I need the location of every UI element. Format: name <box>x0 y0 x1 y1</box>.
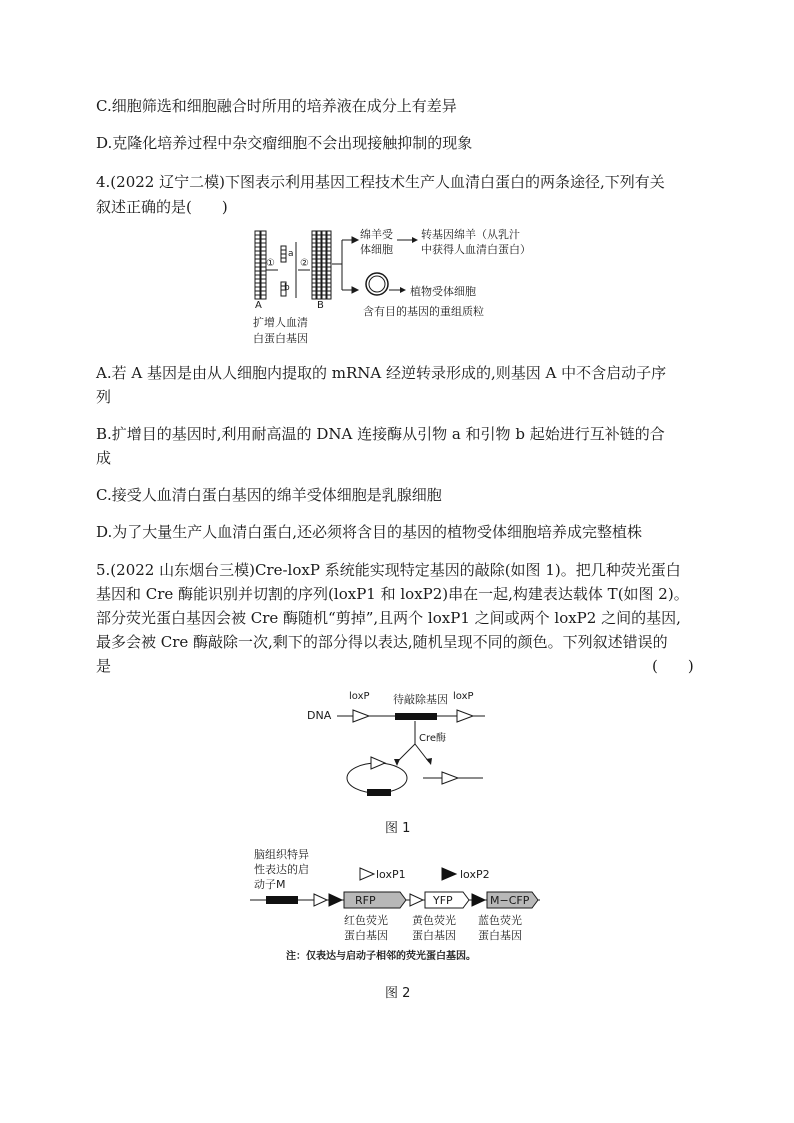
loxp-left-icon <box>353 710 369 722</box>
rfp-desc-line1: 红色荧光 <box>344 914 388 927</box>
q5-figure2-caption: 图 2 <box>385 986 411 1001</box>
q5-answer-paren: ( ) <box>652 657 694 675</box>
cre-enzyme-label: Cre酶 <box>419 733 447 744</box>
promoter-line1: 脑组织特异 <box>254 848 309 861</box>
rfp-label: RFP <box>355 894 376 907</box>
plant-cell-label: 植物受体细胞 <box>410 285 476 298</box>
loxp1-legend-icon <box>360 868 374 880</box>
loxp-right-label: loxP <box>453 691 474 702</box>
q5-figure1 <box>305 686 495 804</box>
q3-option-d: D.克隆化培养过程中杂交瘤细胞不会出现接触抑制的现象 <box>96 134 473 152</box>
q4-option-a-line1: A.若 A 基因是由从人细胞内提取的 mRNA 经逆转录形成的,则基因 A 中不含启动子序 <box>96 364 667 382</box>
cfp-desc-line1: 蓝色荧光 <box>478 914 522 927</box>
gene-a-strands <box>255 231 266 299</box>
excised-ring <box>347 763 407 793</box>
q5-stem-line1: 5.(2022 山东烟台三模)Cre-loxP 系统能实现特定基因的敲除(如图 1)。把几种荧光蛋白 <box>96 561 681 579</box>
loxp-left-label: loxP <box>349 691 370 702</box>
q5-stem-line2: 基因和 Cre 酶能识别并切割的序列(loxP1 和 loxP2)串在一起,构建表达载体 T(如图 2)。 <box>96 585 689 603</box>
figure2-note: 注：仅表达与启动子相邻的荧光蛋白基因。 <box>286 951 476 962</box>
transgenic-sheep-line2: 中获得人血清白蛋白） <box>421 243 531 256</box>
rfp-desc-line2: 蛋白基因 <box>344 929 388 942</box>
q4-option-b-line2: 成 <box>96 449 112 467</box>
sheep-cell-line1: 绵羊受 <box>360 228 393 241</box>
mcfp-label: M−CFP <box>490 894 530 907</box>
target-gene-block <box>395 713 437 720</box>
label-a-gene: A <box>255 300 262 311</box>
q5-figure1-caption: 图 1 <box>385 821 411 836</box>
q4-stem-line2: 叙述正确的是( ) <box>96 198 228 216</box>
q5-stem-line4: 最多会被 Cre 酶敲除一次,剩下的部分得以表达,随机呈现不同的颜色。下列叙述错误的 <box>96 633 668 651</box>
plasmid-label: 含有目的基因的重组质粒 <box>363 305 484 318</box>
promoter-line2: 性表达的启 <box>254 863 309 876</box>
caption-line1: 扩增人血清 <box>253 316 308 329</box>
yfp-label: YFP <box>433 894 453 907</box>
q4-option-b-line1: B.扩增目的基因时,利用耐高温的 DNA 连接酶从引物 a 和引物 b 起始进行互补链的合 <box>96 425 665 443</box>
yfp-desc-line1: 黄色荧光 <box>412 914 456 927</box>
q4-option-a-line2: 列 <box>96 388 112 406</box>
q5-stem-line5: 是 <box>96 657 112 675</box>
yfp-desc-line2: 蛋白基因 <box>412 929 456 942</box>
promoter-line3: 动子M <box>254 878 286 891</box>
transgenic-sheep-line1: 转基因绵羊（从乳汁 <box>421 228 520 241</box>
promoter-m-block <box>266 896 298 904</box>
primer-b-label: b <box>284 283 290 293</box>
target-gene-label: 待敲除基因 <box>393 693 448 706</box>
step-2: ② <box>300 258 309 269</box>
q5-figure2 <box>250 846 550 964</box>
loxp-right-icon <box>457 710 473 722</box>
loxp1-legend-label: loxP1 <box>376 868 406 881</box>
q3-option-c: C.细胞筛选和细胞融合时所用的培养液在成分上有差异 <box>96 97 457 115</box>
q4-stem-line1: 4.(2022 辽宁二模)下图表示利用基因工程技术生产人血清白蛋白的两条途径,下列有关 <box>96 173 665 191</box>
q4-figure <box>250 226 550 348</box>
sheep-cell-line2: 体细胞 <box>360 243 393 256</box>
q4-option-c: C.接受人血清白蛋白基因的绵羊受体细胞是乳腺细胞 <box>96 486 442 504</box>
loxp2-legend-icon <box>442 868 456 880</box>
loxp2-legend-label: loxP2 <box>460 868 490 881</box>
label-b-gene: B <box>317 300 324 311</box>
gene-b-strands <box>312 231 331 299</box>
branch-arrows <box>332 237 358 293</box>
q4-option-d: D.为了大量生产人血清白蛋白,还必须将含目的基因的植物受体细胞培养成完整植株 <box>96 523 643 541</box>
dna-label: DNA <box>307 709 332 722</box>
q5-stem-line3: 部分荧光蛋白基因会被 Cre 酶随机“剪掉”,且两个 loxP1 之间或两个 loxP2 之间的基因, <box>96 609 681 627</box>
primer-a-label: a <box>288 249 294 259</box>
step-1: ① <box>266 258 275 269</box>
caption-line2: 白蛋白基因 <box>253 332 308 345</box>
cfp-desc-line2: 蛋白基因 <box>478 929 522 942</box>
